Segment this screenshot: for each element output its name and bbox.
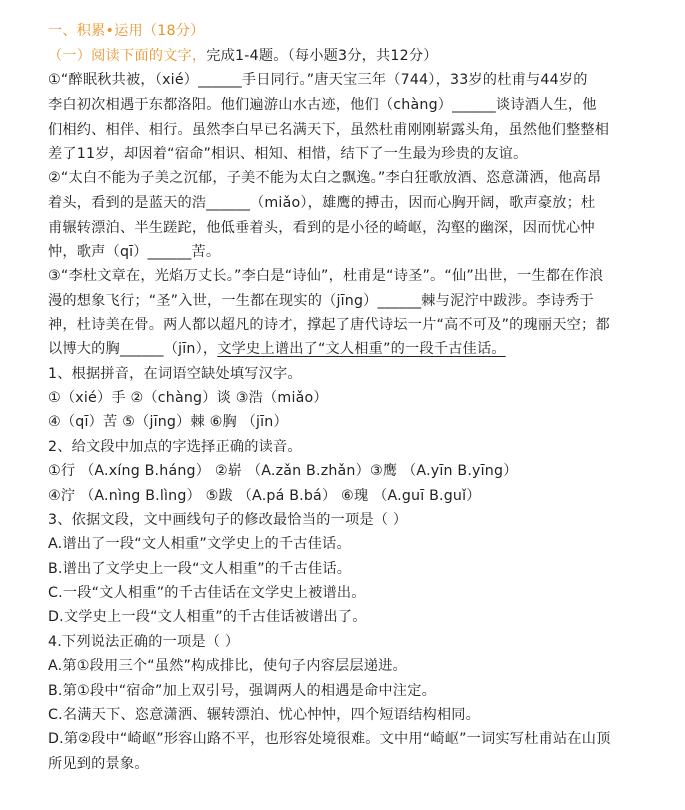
- passage-line: 忡，歌声（qī）______苦。: [48, 244, 221, 260]
- underlined-sentence: 文学史上谱出了“文人相重”的一段千古佳话。: [217, 341, 506, 357]
- sub-heading-orange: （一）阅读下面的文字，: [48, 48, 207, 64]
- q4-option-d: D.第②段中“崎岖”形容山路不平，也形容处境很难。文中用“崎岖”一词实写杜甫站在山顶: [48, 731, 611, 747]
- sub-heading: [48, 46, 438, 66]
- section-heading: 一、积累•运用（18分）: [48, 23, 205, 39]
- passage-line: 差了11岁，却因着“宿命”相识、相知、相惜，结下了一生最为珍贵的友谊。: [48, 146, 528, 162]
- question-1-title: 1、根据拼音，在词语空缺处填写汉字。: [48, 366, 302, 382]
- q4-option-c: C.名满天下、恣意潇洒、辗转漂泊、忧心忡忡，四个短语结构相同。: [48, 707, 481, 723]
- passage-line: ②“太白不能为子美之沉郁，子美不能为太白之飘逸。”李白狂歌放酒、恣意潇洒，他高昂: [48, 170, 602, 186]
- passage-line: 漫的想象飞行；“圣”入世，一生都在现实的（jīng）______棘与泥泞中跋涉。李诗秀于: [48, 293, 594, 309]
- q4-option-a: A.第①段用三个“虽然”构成排比，使句子内容层层递进。: [48, 658, 407, 674]
- q4-option-b: B.第①段中“宿命”加上双引号，强调两人的相遇是命中注定。: [48, 683, 436, 699]
- passage-line: 着头，看到的是蓝天的浩______（miǎo），雄鹰的搏击，因而心胸开阔，歌声豪放；杜: [48, 195, 596, 211]
- q3-option-b: B.谱出了文学史上一段“文人相重”的千古佳话。: [48, 561, 352, 577]
- q1-items-row1: ①（xié）手 ②（chàng）谈 ③浩（miǎo）: [48, 390, 328, 406]
- question-2-title: 2、给文段中加点的字选择正确的读音。: [48, 439, 302, 455]
- passage-line: 神，杜诗美在骨。两人都以超凡的诗才，撑起了唐代诗坛一片“高不可及”的瑰丽天空；都: [48, 317, 610, 333]
- q2-items-row1: ①行 （A.xíng B.háng） ②崭 （A.zǎn B.zhǎn）③鹰 （A.yīn B.yīng）: [48, 463, 518, 479]
- q4-option-d-cont: 所见到的景象。: [48, 756, 149, 772]
- q3-option-d: D.文学史上一段“文人相重”的千古佳话被谱出了。: [48, 609, 367, 625]
- passage-line: 李白初次相遇于东都洛阳。他们遍游山水古迹，他们（chàng）______谈诗酒人生，他: [48, 97, 597, 113]
- q3-option-c: C.一段“文人相重”的千古佳话在文学史上被谱出。: [48, 585, 366, 601]
- q2-items-row2: ④泞 （A.nìng B.lìng） ⑤跋 （A.pá B.bá） ⑥瑰 （A.guī B.guǐ）: [48, 488, 481, 504]
- passage-last-text: 以博大的胸______（jīn），: [48, 341, 218, 357]
- sub-heading-rest: 完成1-4题。（每小题3分，共12分）: [206, 48, 438, 64]
- passage-line: [48, 339, 506, 359]
- question-4-title: 4.下列说法正确的一项是（ ）: [48, 634, 240, 650]
- passage-line: ③“李杜文章在，光焰万丈长。”李白是“诗仙”，杜甫是“诗圣”。“仙”出世，一生都在作浪: [48, 268, 604, 284]
- passage-line: ①“醉眠秋共被，（xié）______手日同行。”唐天宝三年（744），33岁的杜甫与44岁的: [48, 72, 588, 88]
- question-3-title: 3、依据文段，文中画线句子的修改最恰当的一项是（ ）: [48, 512, 408, 528]
- passage-line: 甫辗转漂泊、半生蹉跎，他低垂着头，看到的是小径的崎岖，沟壑的幽深，因而忧心忡: [48, 220, 595, 236]
- q1-items-row2: ④（qī）苦 ⑤（jīng）棘 ⑥胸 （jīn）: [48, 414, 288, 430]
- passage-line: 们相约、相伴、相行。虽然李白早已名满天下，虽然杜甫刚刚崭露头角，虽然他们整整相: [48, 122, 610, 138]
- q3-option-a: A.谱出了一段“文人相重”文学史上的千古佳话。: [48, 536, 351, 552]
